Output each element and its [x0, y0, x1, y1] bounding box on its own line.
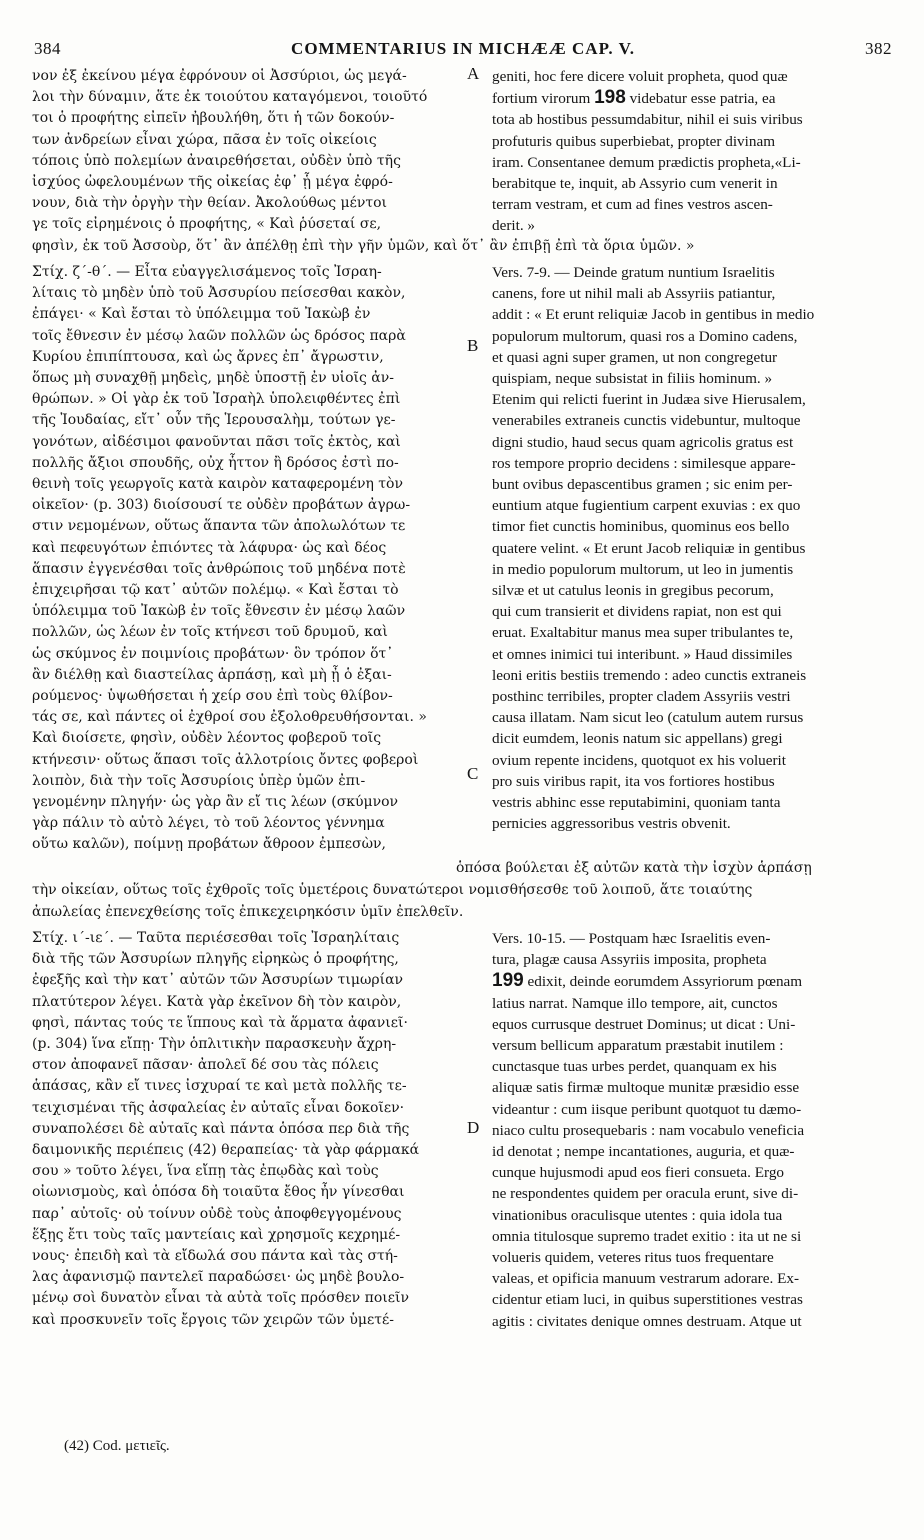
text-line: γονότων, αἰδέσιμοι φανοῦνται πᾶσι τοῖς ἐκτὸς, καὶ — [32, 433, 401, 450]
latin-column-block-1 — [492, 66, 892, 237]
text-line: in medio populorum multorum, ut leo in jumentis — [492, 560, 794, 578]
text-line: ἕξῃς ἔτι τοὺς ταῖς μαντείαις καὶ χρησμοῖς κεχρημέ- — [32, 1226, 401, 1243]
latin-column-block-2 — [492, 262, 892, 834]
text-line: οἰωνισμοὺς, καὶ ὁπόσα δὴ τοιαῦτα ἔθος ἦν γίνεσθαι — [32, 1184, 405, 1201]
text-line: iram. Consentanee demum prædictis propheta,«Li- — [492, 153, 801, 171]
text-line: λίταις τὸ μηδὲν ὑπὸ τοῦ Ἀσσυρίου πείσεσθαι κακὸν, — [32, 285, 406, 302]
text-line: στον ἀποφανεῖ πᾶσαν· ἀπολεῖ δέ σου τὰς πόλεις — [32, 1057, 379, 1074]
text-line: φησὶ, πάντας τούς τε ἵππους καὶ τὰ ἅρματα ἀφανιεῖ· — [32, 1014, 408, 1031]
text-line: πολλῆς ἄξιοι σπουδῆς, οὐχ ἧττον ἢ δρόσος ἐστὶ πο- — [32, 454, 399, 471]
text-line: πολλῶν, ὡς λέων ἐν τοῖς κτήνεσι τοῦ δρυμοῦ, καὶ — [32, 624, 388, 641]
text-line: posthinc terribiles, propter cladem Assyriis vestri — [492, 688, 791, 706]
text-line: στιν νεμομένων, οὕτως ἅπαντα τῶν ἀπολωλότων τε — [32, 518, 406, 535]
text-line: Στίχ. ι΄-ιε΄. — Ταῦτα περιέσεσθαι τοῖς Ἰσραηλίταις — [32, 930, 400, 946]
text-line: euntium atque fugientium carpent exuvias : ex quo — [492, 497, 801, 515]
text-line: dicit eumdem, leonis natum sic appellans) gregi — [492, 730, 783, 748]
line-text: videbatur esse patria, ea — [625, 90, 776, 108]
text-line: cunctasque tuas urbes perdet, quanquam ex his — [492, 1058, 777, 1076]
text-line: vinationibus oraculisque utentes : quia idola tua — [492, 1206, 783, 1224]
text-line: λοιπὸν, διὰ τὴν τοῖς Ἀσσυρίοις ὑπὲρ ὑμῶν ἐπι- — [32, 772, 366, 789]
text-line: eruat. Exaltabitur manus mea super tribulantes te, — [492, 624, 794, 642]
text-line: Vers. 10-15. — Postquam hæc Israelitis even- — [492, 930, 771, 947]
margin-letter-a: A — [467, 64, 480, 83]
text-line: geniti, hoc fere dicere voluit propheta, quod quæ — [492, 68, 788, 85]
page-number-left: 384 — [34, 39, 61, 58]
margin-letter-b: B — [467, 336, 479, 355]
greek-spanning-line-1: φησὶν, ἐκ τοῦ Ἀσσοὺρ, ὅτ᾽ ἂν ἀπέλθῃ ἐπὶ τὴν γῆν ὑμῶν, καὶ ὅτ᾽ ἂν ἐπιβῇ ἐπὶ τὰ ὅρια ὑμῶν. » — [32, 238, 695, 254]
greek-spanning-line-2a: ὁπόσα βούλεται ἐξ αὐτῶν κατὰ τὴν ἰσχὺν ἁρπάσῃ — [456, 860, 812, 876]
text-line: ne respondentes quidem per oracula erunt, sive di- — [492, 1185, 799, 1203]
text-line: θρώπων. » Οἱ γὰρ ἐκ τοῦ Ἰσραὴλ ὑπολειφθέντες ἐπὶ — [32, 391, 401, 408]
text-line: cidentur etiam luci, in quibus superstitiones vestras — [492, 1291, 803, 1309]
text-line: agitis : civitates denique omnes destruam. Atque ut — [492, 1312, 802, 1330]
text-line: venerabiles extraneis cunctis videbuntur, multoque — [492, 412, 801, 430]
text-line: κτήνεσιν· οὕτως ἅπασι τοῖς ἀλλοτρίοις ὄντες φοβεροὶ — [32, 751, 419, 768]
marginal-page-number: 199 — [492, 970, 524, 992]
text-line: οἰκεῖον· (p. 303) διοίσουσί τε οὐδὲν προβάτων ἀγρω- — [32, 497, 411, 514]
text-line: λας ἀφανισμῷ παντελεῖ παραδώσει· ὡς μηδὲ βουλο- — [32, 1269, 405, 1286]
text-line: quispiam, neque subsistat in filiis hominum. » — [492, 370, 773, 388]
text-line: γὰρ πάλιν τὸ αὐτὸ λέγει, τὸ τοῦ λέοντος γέννημα — [32, 815, 385, 832]
text-line: γε τοῖς εἰρημένοις ὁ προφήτης, « Καὶ ῥύσεταί σε, — [32, 216, 382, 233]
greek-spanning-line-2b: τὴν οἰκείαν, οὕτως τοῖς ἐχθροῖς τοῖς ὑμετέροις δυνατώτεροι νομισθήσεσθε τοῦ λοιποῦ, ἅτε τοιαύτης — [32, 882, 753, 898]
text-line: canens, fore ut nihil mali ab Assyriis patiantur, — [492, 285, 776, 303]
text-line: vestris abhinc esse reputabimini, quoniam tanta — [492, 794, 781, 812]
marginal-page-number: 198 — [594, 87, 626, 109]
text-line: ὅπως μὴ συναχθῇ μηδεὶς, μηδὲ ὑποστῇ ἐν υἱοῖς ἀν- — [32, 370, 394, 387]
text-line: νους· ἐπειδὴ καὶ τὰ εἴδωλά σου πάντα καὶ τὰς στή- — [32, 1248, 398, 1265]
text-line: τῆς Ἰουδαίας, εἴτ᾽ οὖν τῆς Ἱερουσαλὴμ, τούτων γε- — [32, 412, 396, 429]
text-line: digni studio, haud secus quam agricolis gratus est — [492, 433, 794, 451]
text-line: berabitque te, inquit, ab Assyrio cum venerit in — [492, 175, 778, 193]
text-line: ἂν διέλθῃ καὶ διαστείλας ἁρπάσῃ, καὶ μὴ ᾖ ὁ ἐξαι- — [32, 666, 392, 683]
text-line: tura, plagæ causa Assyriis imposita, propheta — [492, 951, 767, 969]
text-line: leoni eritis bestiis tremendo : adeo cunctis extraneis — [492, 666, 807, 684]
latin-column-block-3 — [492, 928, 892, 1332]
text-line: θεινὴ τοῖς γεωργοῖς κατὰ καιρὸν καταφερομένη τὸν — [32, 476, 403, 493]
text-line: populorum multorum, quasi ros a Domino cadens, — [492, 327, 798, 345]
text-line: cunque hujusmodi apud eos fieri consueta. Ergo — [492, 1164, 785, 1182]
text-line: ἐφεξῆς καὶ τὴν κατ᾽ αὐτῶν τῶν Ἀσσυρίων τιμωρίαν — [32, 972, 404, 989]
text-line: Κυρίου ἐπιπίπτουσα, καὶ ὡς ἄρνες ἐπ᾽ ἄγρωστιν, — [32, 348, 384, 365]
text-line: niaco cultu prosequebaris : nam vocabulo veneficia — [492, 1121, 805, 1139]
text-line: tota ab hostibus pessumdabitur, nihil ei suis viribus — [492, 111, 803, 129]
text-line: των ἀνδρείων εἶναι χώρα, πᾶσα ἐν τοῖς οἰκείοις — [32, 131, 377, 148]
text-line: ros tempore proprio decidens : similesque appare- — [492, 454, 796, 472]
text-line: silvæ et ut catulus leonis in gregibus pecorum, — [492, 582, 774, 600]
text-line: pro suis viribus rapit, ita vos fortiores hostibus — [492, 772, 775, 790]
text-line: pernicies aggressoribus vestris obvenit. — [492, 815, 731, 833]
text-line: δαιμονικῆς περιέπεις (42) θεραπείας· τὰ γὰρ φάρμακά — [32, 1142, 420, 1159]
text-line: συναπολέσει δὲ αὐταῖς καὶ πάντα ὁπόσα περ διὰ τῆς — [32, 1120, 410, 1137]
text-line: terram vestram, et cum ad fines vestros ascen- — [492, 196, 773, 214]
text-line: id denotat ; nempe incantationes, auguria, et quæ- — [492, 1143, 795, 1161]
text-line: qui cum transierit et dividens rapiat, non est qui — [492, 603, 782, 621]
text-line: γενομένην πληγήν· ὡς γὰρ ἂν εἴ τις λέων (σκύμνον — [32, 794, 399, 811]
text-line: Στίχ. ζ΄-θ΄. — Εἶτα εὐαγγελισάμενος τοῖς Ἰσραη- — [32, 264, 382, 280]
margin-letter-d: D — [467, 1118, 480, 1137]
greek-column-block-2 — [32, 262, 462, 856]
text-line: ἁπάσας, κἂν εἴ τινες ἰσχυραί τε καὶ μετὰ πολλῆς τε- — [32, 1078, 407, 1095]
greek-spanning-line-2c: ἀπωλείας ἐπενεχθείσης τοῖς ἐπικεχειρηκόσιν ὑμῖν ἐπελθεῖν. — [32, 904, 464, 920]
greek-column-block-3 — [32, 928, 462, 1331]
text-line: λοι τὴν δύναμιν, ἅτε ἐκ τοιούτου καταγόμενοι, τοιοῦτό — [32, 89, 428, 106]
text-line: καὶ πεφευγότων ἐπιόντες τὰ λάφυρα· ὡς καὶ δέος — [32, 539, 387, 556]
text-line: Vers. 7-9. — Deinde gratum nuntium Israelitis — [492, 264, 775, 281]
page-number-right: 382 — [865, 39, 892, 58]
text-line: bunt ovibus depascentibus gramen ; sic enim per- — [492, 476, 793, 494]
text-line: latius narrat. Namque illo tempore, ait, cunctos — [492, 994, 778, 1012]
text-line: πλατύτερον λέγει. Κατὰ γὰρ ἐκεῖνον δὴ τὸν καιρὸν, — [32, 993, 402, 1010]
text-line: οὕτω καλῶν), ποίμνῃ προβάτων ἄθροον ἐμπεσὼν, — [32, 836, 386, 853]
text-line: omnia titulosque supremo tradet exitio : ita ut ne si — [492, 1227, 802, 1245]
text-line: et omnes inimici tui interibunt. » Haud dissimiles — [492, 645, 793, 663]
text-line: versum bellicum apparatum præstabit inutilem : — [492, 1037, 784, 1055]
text-line: volueris quidem, veteres ritus tuos frequentare — [492, 1249, 774, 1267]
text-line: νον ἐξ ἐκείνου μέγα ἐφρόνουν οἱ Ἀσσύριοι, ὡς μεγά- — [32, 68, 407, 84]
text-line: timor fiet cunctis hominibus, quominus eos bello — [492, 518, 790, 536]
text-line: παρ᾽ αὐτοῖς· οὐ τοίνυν οὐδὲ τοὺς ἀποφθεγγομένους — [32, 1205, 402, 1222]
text-line: ρούμενος· ὑψωθήσεται ἡ χείρ σου ἐπὶ τοὺς θλίβον- — [32, 688, 393, 705]
text-line: διὰ τῆς τῶν Ἀσσυρίων πληγῆς εἰρηκὼς ὁ προφήτης, — [32, 951, 399, 968]
text-line: valeas, et opificia manuum vestrarum adorare. Ex- — [492, 1270, 799, 1288]
text-line — [492, 87, 892, 109]
text-line: equos currusque destruet Dominus; ut dicat : Uni- — [492, 1015, 796, 1033]
text-line: Etenim qui relicti fuerint in Judæa sive Hierusalem, — [492, 391, 806, 409]
text-line: aliquæ satis firmæ multoque munitæ præsidio esse — [492, 1079, 800, 1097]
text-line: profuturis quibus superbiebat, propter divinam — [492, 132, 776, 150]
text-line: quatere velint. « Et erunt Jacob reliquiæ in gentibus — [492, 539, 806, 557]
text-line: videantur : cum iisque peribunt quotquot tu dæmo- — [492, 1100, 802, 1118]
text-line: τειχισμέναι τῆς ἀσφαλείας ἐν αὐταῖς εἶναι δοκοῖεν· — [32, 1099, 405, 1116]
footnote: (42) Cod. μετιεῖς. — [64, 1438, 170, 1454]
running-header — [34, 36, 892, 62]
text-line: Καὶ διοίσετε, φησὶν, οὐδὲν λέοντος φοβεροῦ τοῖς — [32, 730, 382, 747]
text-line: ἰσχύος ὠφελουμένων τῆς οἰκείας ἐφ᾽ ᾗ μέγα ἐφρό- — [32, 174, 393, 191]
margin-letter-c: C — [467, 764, 479, 783]
text-line: ὡς σκύμνος ἐν ποιμνίοις προβάτων· ὃν τρόπον ὅτ᾽ — [32, 645, 394, 662]
text-line: ovium repente incidens, quotquot ex his voluerit — [492, 751, 786, 769]
text-line: ἅπασιν ἐγγενέσθαι τοῖς ἀνθρώποις τοῦ μηδένα ποτὲ — [32, 560, 406, 577]
text-line: τοῖς ἔθνεσιν ἐν μέσῳ λαῶν πολλῶν ὡς δρόσος παρὰ — [32, 327, 406, 344]
greek-column-block-1 — [32, 66, 462, 236]
text-line: ἐπάγει· « Καὶ ἔσται τὸ ὑπόλειμμα τοῦ Ἰακὼβ ἐν — [32, 306, 371, 323]
text-line: ὑπόλειμμα τοῦ Ἰακὼβ ἐν τοῖς ἔθνεσιν ἐν μέσῳ λαῶν — [32, 603, 406, 620]
text-line: (p. 304) ἵνα εἴπῃ· Τὴν ὁπλιτικὴν παρασκευὴν ἄχρη- — [32, 1036, 397, 1053]
text-line: νουν, διὰ τὴν ὀργὴν τὴν θείαν. Ἀκολούθως μέντοι — [32, 195, 388, 212]
text-line: τάς σε, καὶ πάντες οἱ ἐχθροί σου ἐξολοθρευθήσονται. » — [32, 709, 427, 726]
text-line: καὶ προσκυνεῖν τοῖς ἔργοις τῶν χειρῶν τῶν ὑμετέ- — [32, 1311, 394, 1328]
text-line: σου » τοῦτο λέγει, ἵνα εἴπῃ τὰς ἐπῳδὰς καὶ τοὺς — [32, 1163, 379, 1180]
text-line: addit : « Et erunt reliquiæ Jacob in gentibus in medio — [492, 306, 815, 324]
text-line: et quasi agni super gramen, ut non congregetur — [492, 348, 778, 366]
text-line: causa illatam. Nam sicut leo (catulum autem rursus — [492, 709, 804, 727]
text-line: ἐπιχειρῆσαι τῷ κατ᾽ αὐτῶν πολέμῳ. « Καὶ ἔσται τὸ — [32, 582, 399, 599]
text-line: τοι ὁ προφήτης εἰπεῖν ἠβουλήθη, ὅτι ἡ τῶν δοκούν- — [32, 110, 395, 127]
running-title: COMMENTARIUS IN MICHÆÆ CAP. V. — [291, 39, 635, 58]
text-line: μένῳ σοὶ δυνατὸν εἶναι τὰ αὐτὰ τοῖς πρόσθεν ποιεῖν — [32, 1290, 409, 1307]
text-line: derit. » — [492, 217, 536, 235]
line-text: edixit, deinde eorumdem Assyriorum pœnam — [523, 973, 803, 991]
line-text: fortium virorum — [492, 90, 595, 108]
text-line: τόποις ὑπὸ πολεμίων ἀναιρεθήσεται, οὐδὲν ὑπὸ τῆς — [32, 152, 401, 169]
text-line — [492, 970, 892, 992]
